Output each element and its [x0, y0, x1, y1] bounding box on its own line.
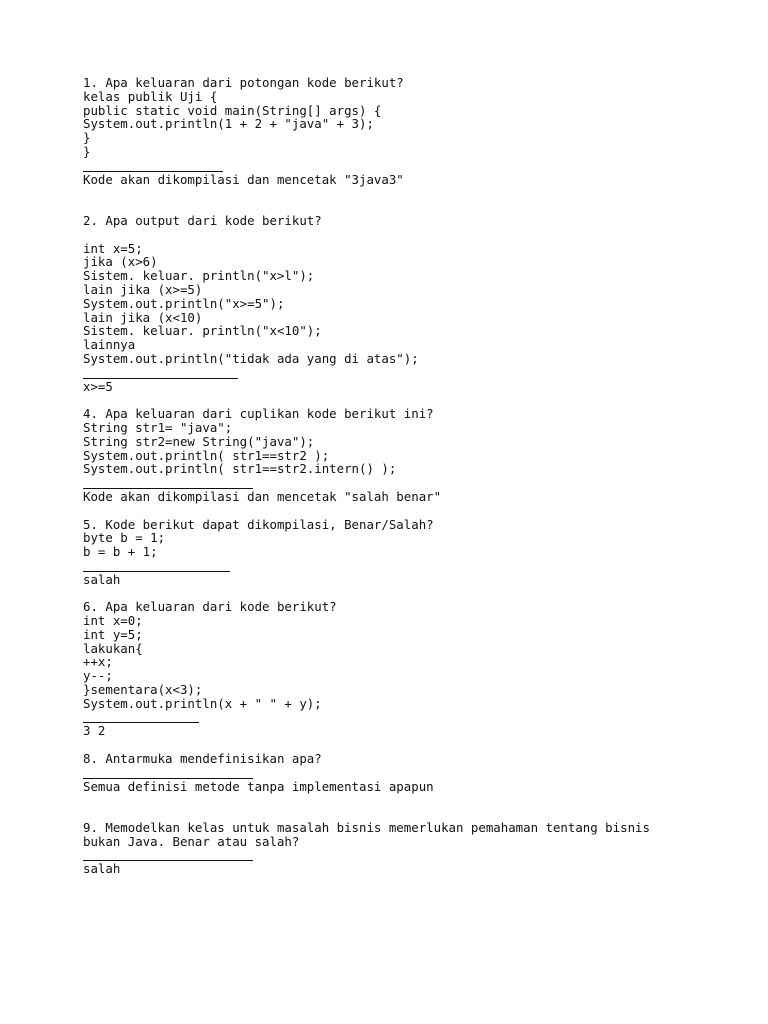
answer-rule-9: [83, 849, 743, 863]
question-6-line-4: lakukan{: [83, 640, 143, 656]
answer-rule-8: [83, 766, 743, 780]
question-5-line-1: 5. Kode berikut dapat dikompilasi, Benar/Salah?: [83, 516, 434, 532]
question-4-answer: Kode akan dikompilasi dan mencetak "salah benar": [83, 488, 442, 504]
question-9-line-1: 9. Memodelkan kelas untuk masalah bisnis memerlukan pemahaman tentang bisnis: [83, 820, 650, 836]
answer-rule-1: [83, 159, 743, 173]
question-1-answer: Kode akan dikompilasi dan mencetak "3java3": [83, 171, 404, 187]
question-8-answer: Semua definisi metode tanpa implementasi apapun: [83, 778, 434, 794]
question-6-line-6: y--;: [83, 668, 113, 684]
question-4-line-2: String str1= "java";: [83, 419, 233, 435]
question-2-line-11: System.out.println("tidak ada yang di atas");: [83, 350, 419, 366]
question-2-line-8: lain jika (x<10): [83, 309, 203, 325]
question-5-line-3: b = b + 1;: [83, 544, 158, 560]
question-1-line-5: }: [83, 130, 91, 146]
question-2-line-6: lain jika (x>=5): [83, 281, 203, 297]
question-2-line-10: lainnya: [83, 337, 136, 353]
question-6-line-2: int x=0;: [83, 613, 143, 629]
question-4-line-4: System.out.println( str1==str2 );: [83, 447, 330, 463]
question-6: [83, 600, 743, 738]
question-2-line-1: 2. Apa output dari kode berikut?: [83, 212, 322, 228]
question-5: [83, 518, 743, 587]
question-6-line-1: 6. Apa keluaran dari kode berikut?: [83, 599, 337, 615]
question-8-line-1: 8. Antarmuka mendefinisikan apa?: [83, 751, 322, 767]
question-9-line-2: bukan Java. Benar atau salah?: [83, 833, 300, 849]
answer-rule-5: [83, 559, 743, 573]
question-6-answer: 3 2: [83, 723, 106, 739]
question-6-line-5: ++x;: [83, 654, 113, 670]
question-1-line-2: kelas publik Uji {: [83, 88, 218, 104]
question-4-line-3: String str2=new String("java");: [83, 433, 315, 449]
document-page: [83, 76, 743, 876]
question-2-line-7: System.out.println("x>=5");: [83, 295, 285, 311]
question-1-line-4: System.out.println(1 + 2 + "java" + 3);: [83, 116, 374, 132]
answer-rule-2: [83, 366, 743, 380]
question-2-answer: x>=5: [83, 378, 113, 394]
question-1-line-6: }: [83, 143, 91, 159]
question-4: [83, 407, 743, 504]
question-4-line-5: System.out.println( str1==str2.intern() );: [83, 461, 397, 477]
question-2-line-3: int x=5;: [83, 240, 143, 256]
question-2: [83, 214, 743, 393]
question-2-line-4: jika (x>6): [83, 254, 158, 270]
question-2-line-2: [83, 228, 743, 242]
question-8: [83, 752, 743, 793]
question-6-line-8: System.out.println(x + " " + y);: [83, 695, 322, 711]
question-1-line-1: 1. Apa keluaran dari potongan kode berikut?: [83, 75, 404, 90]
question-6-line-7: }sementara(x<3);: [83, 682, 203, 698]
question-1: [83, 76, 743, 186]
question-9: [83, 821, 743, 876]
question-1-line-3: public static void main(String[] args) {: [83, 102, 382, 118]
question-5-line-2: byte b = 1;: [83, 530, 166, 546]
question-6-line-3: int y=5;: [83, 626, 143, 642]
answer-rule-6: [83, 711, 743, 725]
question-5-answer: salah: [83, 571, 121, 587]
question-4-line-1: 4. Apa keluaran dari cuplikan kode berikut ini?: [83, 406, 434, 422]
question-9-answer: salah: [83, 861, 121, 877]
question-2-line-9: Sistem. keluar. println("x<10");: [83, 323, 322, 339]
question-2-line-5: Sistem. keluar. println("x>l");: [83, 268, 315, 284]
answer-rule-4: [83, 476, 743, 490]
